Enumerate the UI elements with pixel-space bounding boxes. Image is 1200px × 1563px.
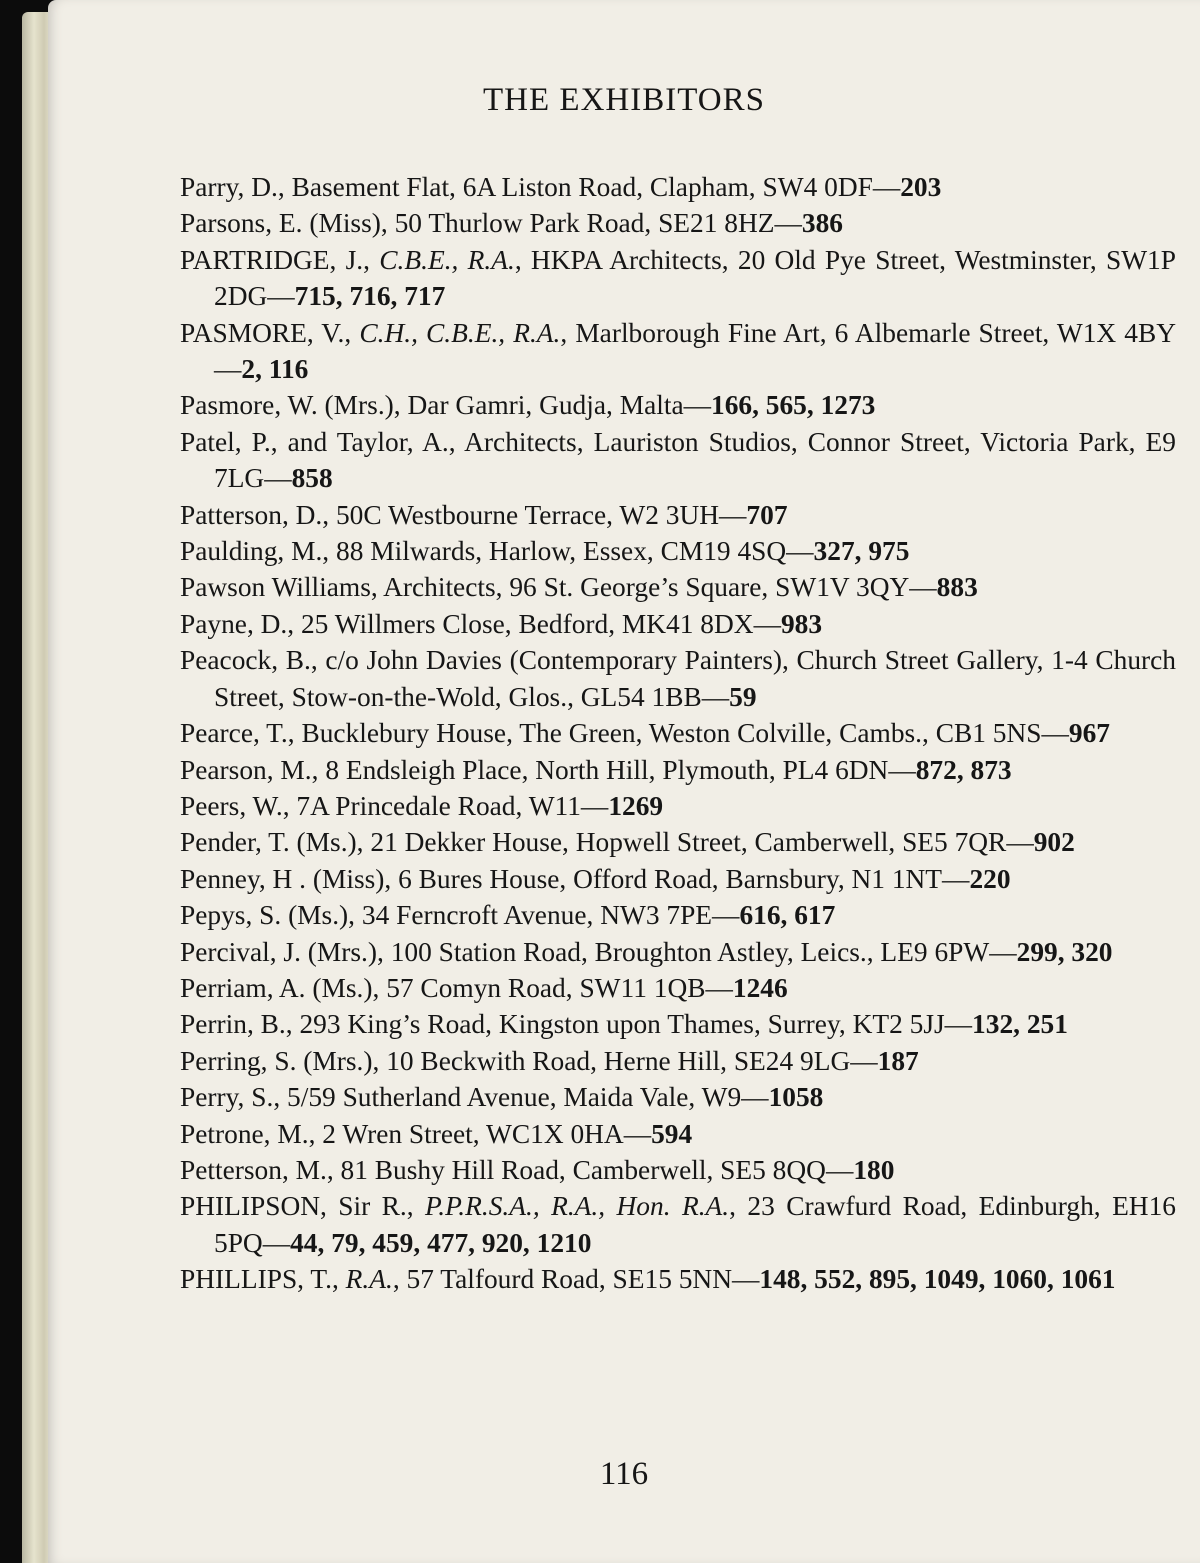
exhibitor-name: Perrin, B. <box>180 1009 286 1040</box>
exhibitor-address: Bucklebury House, The Green, Weston Colville, Cambs., CB1 5NS <box>301 718 1042 749</box>
exhibitor-address: 293 King’s Road, Kingston upon Thames, Surrey, KT2 5JJ <box>299 1009 945 1040</box>
exhibitor-entry: Perrin, B., 293 King’s Road, Kingston upon Thames, Surrey, KT2 5JJ—132, 251 <box>180 1009 1068 1040</box>
exhibitor-name: PHILIPSON, Sir R. <box>180 1191 407 1222</box>
catalogue-numbers: 1058 <box>768 1082 824 1113</box>
catalogue-numbers: 327, 975 <box>813 536 910 567</box>
exhibitor-address: 2 Wren Street, WC1X 0HA <box>322 1118 624 1149</box>
exhibitor-name: Percival, J. (Mrs.) <box>180 936 378 967</box>
catalogue-numbers: 166, 565, 1273 <box>711 390 876 421</box>
exhibitor-entry: Parsons, E. (Miss), 50 Thurlow Park Road, SE21 8HZ—386 <box>180 208 843 239</box>
exhibitor-name: Pasmore, W. (Mrs.) <box>180 390 394 421</box>
exhibitor-address: 50C Westbourne Terrace, W2 3UH <box>335 499 720 530</box>
exhibitor-name: Perring, S. (Mrs.) <box>180 1045 373 1076</box>
catalogue-numbers: 858 <box>291 463 333 494</box>
exhibitor-address: 88 Milwards, Harlow, Essex, CM19 4SQ <box>336 536 787 567</box>
exhibitor-address: Lauriston Studios, Connor Street, Victoria Park, E9 7LG <box>214 426 1176 494</box>
catalogue-numbers: 386 <box>801 208 843 239</box>
exhibitor-entry: Peers, W., 7A Princedale Road, W11—1269 <box>180 790 664 821</box>
catalogue-numbers: 902 <box>1033 827 1075 858</box>
exhibitor-entry: Perring, S. (Mrs.), 10 Beckwith Road, Herne Hill, SE24 9LG—187 <box>180 1045 919 1076</box>
exhibitor-address: 57 Comyn Road, SW11 1QB <box>386 972 706 1003</box>
page-title: THE EXHIBITORS <box>483 82 765 118</box>
exhibitor-address: 8 Endsleigh Place, North Hill, Plymouth, PL4 6DN <box>325 754 889 785</box>
exhibitor-honours: C.H., C.B.E., R.A. <box>359 317 561 348</box>
exhibitor-address: Basement Flat, 6A Liston Road, Clapham, SW4 0DF <box>291 172 873 202</box>
exhibitor-entry: Payne, D., 25 Willmers Close, Bedford, MK41 8DX—983 <box>180 608 823 639</box>
exhibitor-name: Patel, P., and Taylor, A., Architects <box>180 426 577 457</box>
exhibitor-name: Parry, D. <box>180 172 278 202</box>
catalogue-numbers: 983 <box>780 608 823 639</box>
exhibitor-name: Petterson, M. <box>180 1154 327 1185</box>
catalogue-numbers: 187 <box>877 1045 919 1076</box>
exhibitor-name: PASMORE, V. <box>180 317 345 348</box>
exhibitor-entry: PARTRIDGE, J., C.B.E., R.A., HKPA Architects, 20 Old Pye Street, Westminster, SW1P 2DG—715, 716, 717 <box>180 244 1176 312</box>
exhibitor-name: Perry, S. <box>180 1082 274 1113</box>
catalogue-numbers: 883 <box>936 572 978 603</box>
exhibitor-list <box>180 169 1176 1298</box>
exhibitor-name: Paulding, M. <box>180 536 323 567</box>
catalogue-numbers: 148, 552, 895, 1049, 1060, 1061 <box>759 1264 1116 1295</box>
exhibitor-name: Penney, H . (Miss) <box>180 863 385 894</box>
exhibitor-name: Perriam, A. (Ms.) <box>180 972 373 1003</box>
catalogue-numbers: 872, 873 <box>915 754 1012 785</box>
exhibitor-entry: PHILLIPS, T., R.A., 57 Talfourd Road, SE15 5NN—148, 552, 895, 1049, 1060, 1061 <box>180 1264 1116 1295</box>
exhibitor-address: 10 Beckwith Road, Herne Hill, SE24 9LG <box>386 1045 851 1076</box>
exhibitor-entry: Perriam, A. (Ms.), 57 Comyn Road, SW11 1QB—1246 <box>180 972 788 1003</box>
exhibitor-entry: Pearce, T., Bucklebury House, The Green, Weston Colville, Cambs., CB1 5NS—967 <box>180 718 1110 749</box>
exhibitor-entry: Peacock, B., c/o John Davies (Contemporary Painters), Church Street Gallery, 1-4 Church Street, Stow-on-the-Wold, Glos., GL54 1BB—59 <box>180 645 1176 712</box>
exhibitor-entry: Patterson, D., 50C Westbourne Terrace, W2 3UH—707 <box>180 499 788 530</box>
exhibitor-name: PARTRIDGE, J. <box>180 244 364 275</box>
exhibitor-entry: Parry, D., Basement Flat, 6A Liston Road, Clapham, SW4 0DF—203 <box>180 172 942 202</box>
catalogue-numbers: 594 <box>651 1118 693 1149</box>
exhibitor-name: Peacock, B. <box>180 645 311 676</box>
exhibitor-address: Dar Gamri, Gudja, Malta <box>407 390 684 421</box>
catalogue-numbers: 715, 716, 717 <box>294 281 446 312</box>
exhibitor-honours: C.B.E., R.A. <box>379 244 515 275</box>
exhibitor-name: Patterson, D. <box>180 499 323 530</box>
exhibitor-address: 100 Station Road, Broughton Astley, Leics., LE9 6PW <box>390 936 990 967</box>
catalogue-numbers: 220 <box>969 863 1011 894</box>
exhibitor-name: Pearson, M. <box>180 754 312 785</box>
exhibitor-entry: Patel, P., and Taylor, A., Architects, Lauriston Studios, Connor Street, Victoria Park, E9 7LG—858 <box>180 426 1176 494</box>
catalogue-numbers: 132, 251 <box>972 1009 1068 1040</box>
exhibitor-name: Petrone, M. <box>180 1118 309 1149</box>
exhibitor-address: 96 St. George’s Square, SW1V 3QY <box>509 572 910 603</box>
catalogue-numbers: 59 <box>729 681 757 712</box>
exhibitor-address: 34 Ferncroft Avenue, NW3 7PE <box>361 900 713 931</box>
book-page <box>48 0 1200 1563</box>
exhibitor-entry: Pearson, M., 8 Endsleigh Place, North Hill, Plymouth, PL4 6DN—872, 873 <box>180 754 1012 785</box>
exhibitor-address: Marlborough Fine Art, 6 Albemarle Street, W1X 4BY <box>575 317 1177 348</box>
exhibitor-entry: Pawson Williams, Architects, 96 St. George’s Square, SW1V 3QY—883 <box>180 572 978 603</box>
exhibitor-address: 6 Bures House, Offord Road, Barnsbury, N1 1NT <box>398 863 943 894</box>
catalogue-numbers: 2, 116 <box>241 354 309 385</box>
exhibitor-address: 5/59 Sutherland Avenue, Maida Vale, W9 <box>287 1082 742 1113</box>
exhibitor-name: Payne, D. <box>180 608 288 639</box>
catalogue-numbers: 967 <box>1068 718 1110 749</box>
catalogue-numbers: 707 <box>746 499 788 530</box>
exhibitor-address: 57 Talfourd Road, SE15 5NN <box>406 1264 732 1295</box>
exhibitor-entry: Pender, T. (Ms.), 21 Dekker House, Hopwell Street, Camberwell, SE5 7QR—902 <box>180 827 1075 858</box>
exhibitor-name: Pepys, S. (Ms.) <box>180 900 349 931</box>
exhibitor-entry: Petterson, M., 81 Bushy Hill Road, Camberwell, SE5 8QQ—180 <box>180 1154 895 1185</box>
exhibitor-name: Pawson Williams, Architects <box>180 572 496 603</box>
exhibitor-address: 81 Bushy Hill Road, Camberwell, SE5 8QQ <box>340 1154 826 1185</box>
exhibitor-address: HKPA Architects, 20 Old Pye Street, Westminster, SW1P 2DG <box>214 244 1176 312</box>
catalogue-numbers: 203 <box>900 172 942 202</box>
catalogue-numbers: 299, 320 <box>1016 936 1113 967</box>
catalogue-numbers: 180 <box>853 1154 895 1185</box>
exhibitor-address: 21 Dekker House, Hopwell Street, Camberwell, SE5 7QR <box>370 827 1007 858</box>
page-number: 116 <box>599 1456 649 1492</box>
exhibitor-honours: P.P.R.S.A., R.A., Hon. R.A. <box>425 1191 730 1222</box>
catalogue-numbers: 44, 79, 459, 477, 920, 1210 <box>290 1227 592 1258</box>
exhibitor-address: 25 Willmers Close, Bedford, MK41 8DX <box>300 608 754 639</box>
exhibitor-entry: Petrone, M., 2 Wren Street, WC1X 0HA—594 <box>180 1118 693 1149</box>
exhibitor-address: c/o John Davies (Contemporary Painters), Church Street Gallery, 1-4 Church Street, Stow-on-the-Wold, Glos., GL54 1BB <box>214 645 1176 712</box>
exhibitor-entry: PASMORE, V., C.H., C.B.E., R.A., Marlborough Fine Art, 6 Albemarle Street, W1X 4BY—2, 116 <box>180 317 1177 385</box>
exhibitor-address: 7A Princedale Road, W11 <box>296 790 581 821</box>
exhibitor-entry: Pasmore, W. (Mrs.), Dar Gamri, Gudja, Malta—166, 565, 1273 <box>180 390 876 421</box>
exhibitor-name: Peers, W. <box>180 790 283 821</box>
exhibitor-name: PHILLIPS, T. <box>180 1264 332 1295</box>
exhibitor-entry: Perry, S., 5/59 Sutherland Avenue, Maida Vale, W9—1058 <box>180 1082 824 1113</box>
exhibitor-entry: Paulding, M., 88 Milwards, Harlow, Essex, CM19 4SQ—327, 975 <box>180 536 910 567</box>
exhibitor-name: Pender, T. (Ms.) <box>180 827 357 858</box>
exhibitor-entry: PHILIPSON, Sir R., P.P.R.S.A., R.A., Hon. R.A., 23 Crawfurd Road, Edinburgh, EH16 5PQ—44, 79, 459, 477, 920, 1210 <box>180 1191 1176 1258</box>
exhibitor-name: Parsons, E. (Miss) <box>180 208 381 239</box>
exhibitor-entry: Penney, H . (Miss), 6 Bures House, Offord Road, Barnsbury, N1 1NT—220 <box>180 863 1011 894</box>
exhibitor-entry: Pepys, S. (Ms.), 34 Ferncroft Avenue, NW3 7PE—616, 617 <box>180 900 836 931</box>
exhibitor-honours: R.A. <box>345 1264 393 1295</box>
exhibitor-address: 50 Thurlow Park Road, SE21 8HZ <box>394 208 775 239</box>
catalogue-numbers: 616, 617 <box>739 900 836 931</box>
exhibitor-name: Pearce, T. <box>180 718 288 749</box>
exhibitor-address: 23 Crawfurd Road, Edinburgh, EH16 5PQ <box>214 1191 1176 1258</box>
catalogue-numbers: 1269 <box>608 790 664 821</box>
exhibitor-entry: Percival, J. (Mrs.), 100 Station Road, Broughton Astley, Leics., LE9 6PW—299, 320 <box>180 936 1113 967</box>
catalogue-numbers: 1246 <box>732 972 788 1003</box>
